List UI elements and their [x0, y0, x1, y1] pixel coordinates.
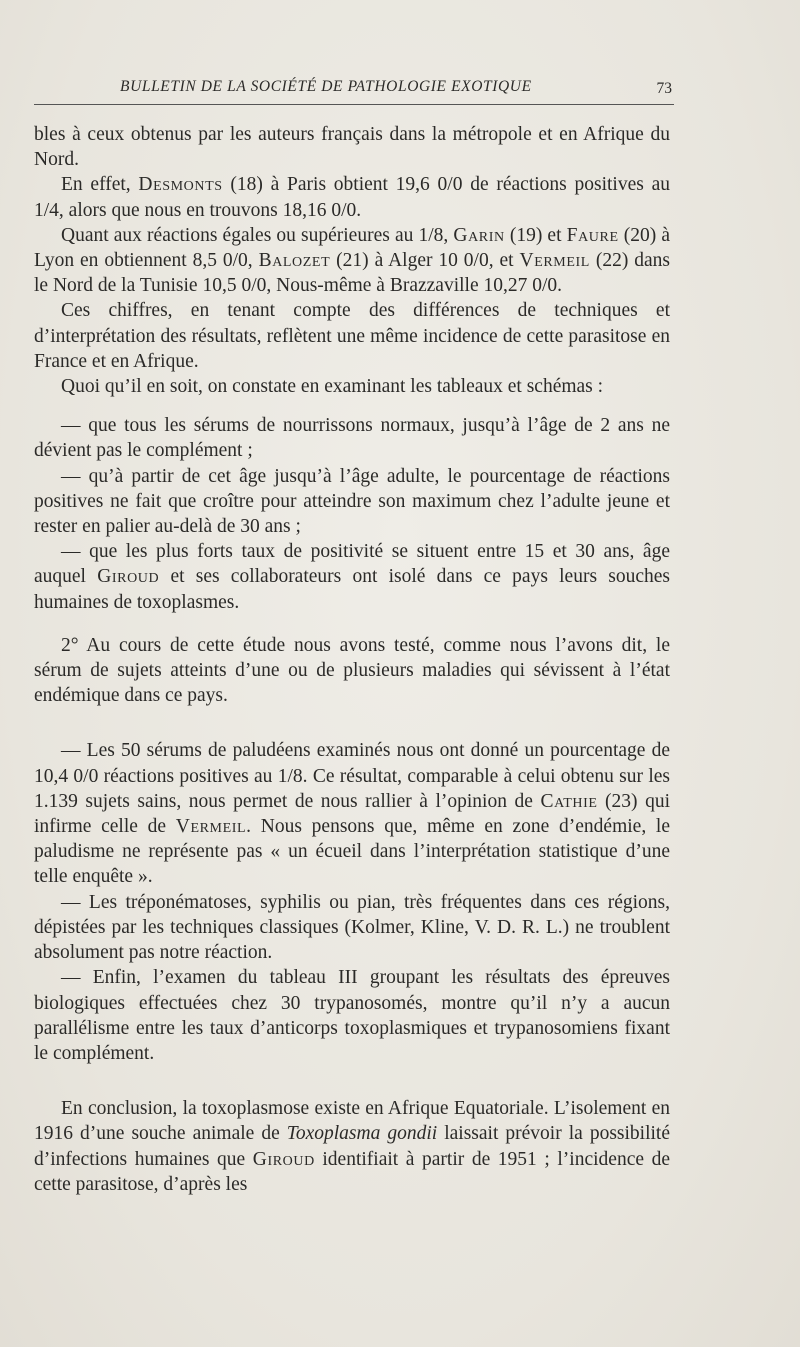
paragraph-section-2 [34, 633, 670, 709]
text-run: — que les plus forts taux de positivité se situent entre 15 et 30 ans, âge auquel [34, 541, 670, 588]
text-run: (23) qui infirme celle de [34, 790, 671, 838]
list-item-trypanosomes [34, 965, 670, 1066]
text-run: (21) à Alger 10 0/0, et [330, 250, 520, 272]
list-item-positivite [34, 539, 670, 615]
paragraph-continuation [34, 122, 670, 172]
text-run: laissait prévoir la possibilité d’infections humaines que [34, 1123, 670, 1170]
text-run: (18) à Paris obtient 19,6 0/0 de réactions positives au 1/4, alors que nous en trouvons 18,16 0/0. [34, 174, 670, 221]
text-run: Quoi qu’il en soit, on constate en examinant les tableaux et schémas : [61, 376, 604, 398]
author-name: Cathie [540, 790, 598, 812]
author-name: Desmonts [138, 174, 223, 196]
header-rule [34, 104, 674, 105]
paragraph-comparisons [34, 223, 670, 299]
text-run: (19) et [504, 224, 567, 246]
list-item-adulte [34, 464, 670, 540]
author-name: Vermeil [519, 250, 590, 272]
text-run: bles à ceux obtenus par les auteurs français dans la métropole et en Afrique du Nord. [34, 124, 670, 171]
text-run: — Enfin, l’examen du tableau III groupant les résultats des épreuves biologiques effectuées chez 30 trypanosomés, montre qu’il n’y a aucun parallélisme entre les taux d’anticorps toxoplasmiques et trypanosomiens fixant le complément. [34, 967, 670, 1064]
text-run: — Les tréponématoses, syphilis ou pian, très fréquentes dans ces régions, dépistées par les techniques classiques (Kolmer, Kline, V. D. R. L.) ne troublent absolument pas notre réaction. [34, 891, 670, 964]
text-run: — Les 50 sérums de paludéens examinés nous ont donné un pourcentage de 10,4 0/0 réactions positives au 1/8. Ce résultat, comparable à celui obtenu sur les 1.139 sujets sains, nous permet de nous rallier à l’opinion de [34, 740, 670, 812]
text-run: (22) dans le Nord de la Tunisie 10,5 0/0, Nous-même à Brazzaville 10,27 0/0. [34, 250, 670, 297]
article-body [34, 122, 670, 1197]
running-head [34, 76, 674, 104]
text-run: Ces chiffres, en tenant compte des différences de techniques et d’interprétation des résultats, reflètent une même incidence de cette parasitose en France et en Afrique. [34, 300, 670, 372]
page-number: 73 [656, 80, 672, 97]
paragraph-differences [34, 298, 670, 374]
author-name: Giroud [252, 1148, 315, 1170]
running-title: BULLETIN DE LA SOCIÉTÉ DE PATHOLOGIE EXOTIQUE [120, 78, 532, 95]
list-item-treponematoses [34, 890, 670, 966]
paragraph-observations-intro [34, 374, 670, 399]
text-run: (20) à Lyon en obtiennent 8,5 0/0, [34, 224, 670, 272]
species-name: Toxoplasma gondii [286, 1123, 438, 1145]
text-run: En effet, [61, 174, 139, 196]
text-run: — que tous les sérums de nourrissons normaux, jusqu’à l’âge de 2 ans ne dévient pas le complément ; [34, 415, 670, 462]
author-name: Garin [453, 224, 505, 246]
author-name: Faure [566, 224, 619, 246]
text-run: Quant aux réactions égales ou supérieures au 1/8, [61, 224, 454, 246]
text-run: — qu’à partir de cet âge jusqu’à l’âge adulte, le pourcentage de réactions positives ne fait que croître pour atteindre son maximum chez l’adulte jeune et rester en palier au-delà de 30 ans ; [34, 465, 670, 538]
text-run: identifiait à partir de 1951 ; l’incidence de cette parasitose, d’après les [34, 1148, 670, 1195]
text-run: 2° Au cours de cette étude nous avons testé, comme nous l’avons dit, le sérum de sujets atteints d’une ou de plusieurs maladies qui sévissent à l’état endémique dans ce pays. [34, 634, 670, 707]
paragraph-conclusion [34, 1096, 670, 1197]
text-run: . Nous pensons que, même en zone d’endémie, le paludisme ne représente pas « un écueil dans l’interprétation statistique d’une telle enquête ». [34, 816, 670, 888]
list-item-paludeens [34, 738, 670, 889]
text-run: et ses collaborateurs ont isolé dans ce pays leurs souches humaines de toxoplasmes. [34, 566, 670, 613]
list-item-nourrissons [34, 413, 670, 463]
paragraph-desmonts [34, 172, 670, 222]
author-name: Vermeil [175, 816, 247, 838]
text-run: En conclusion, la toxoplasmose existe en Afrique Equatoriale. L’isolement en 1916 d’une souche animale de [34, 1098, 670, 1145]
author-name: Balozet [258, 250, 331, 272]
author-name: Giroud [97, 566, 160, 588]
